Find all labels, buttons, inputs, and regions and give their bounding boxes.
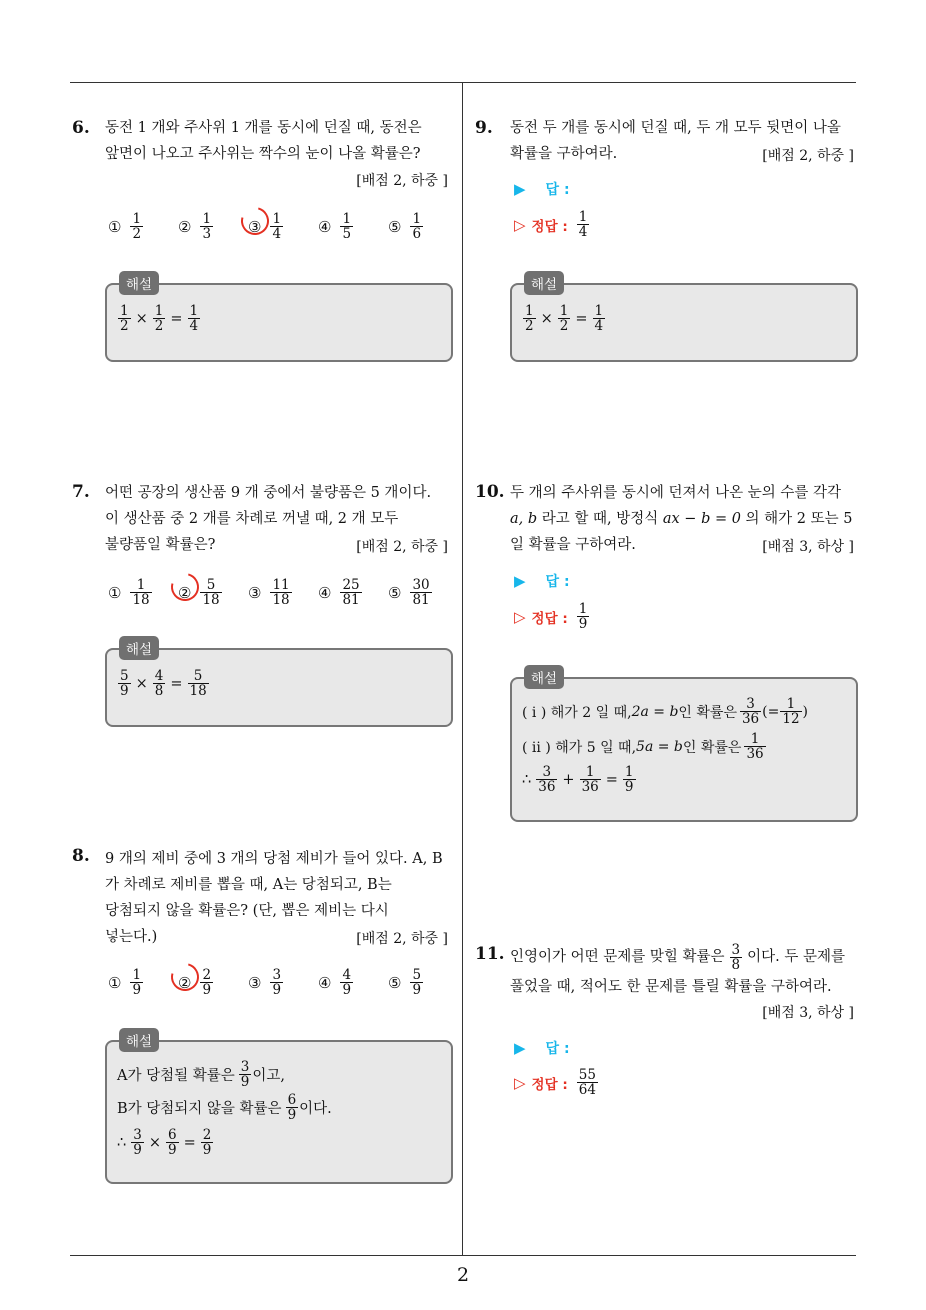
question-line: 불량품일 확률은?	[105, 537, 216, 553]
explanation-formula: $\frac{1}{2}$ × $\frac{1}{2}$ = $\frac{1}{4}$	[120, 303, 199, 334]
choice-3[interactable]: ③ $\frac{11}{18}$	[248, 577, 290, 608]
score-meta: [배점 3, 하상 ]	[762, 1005, 854, 1021]
choice-list	[108, 212, 458, 241]
question-line: 이 생산품 중 2 개를 차례로 꺼낼 때, 2 개 모두	[105, 511, 399, 527]
explanation-line: ( ii ) 해가 5 일 때, 5a = b 인 확률은 $\frac{1}{36}$	[522, 731, 764, 762]
correct-arrow-icon: ▷	[514, 215, 526, 234]
fraction: $\frac{1}{3}$	[202, 211, 212, 242]
choice-1[interactable]: ① $\frac{1}{9}$	[108, 967, 142, 998]
question-number: 7.	[72, 482, 90, 502]
explanation-tag: 해설	[119, 271, 159, 295]
choice-3[interactable]: ③ $\frac{1}{4}$	[248, 212, 318, 241]
question-line: 동전 두 개를 동시에 던질 때, 두 개 모두 뒷면이 나올	[510, 120, 841, 136]
fraction: $\frac{1}{4}$	[272, 211, 282, 242]
top-rule	[70, 82, 856, 83]
question-number: 11.	[475, 944, 505, 964]
question-line: 어떤 공장의 생산품 9 개 중에서 불량품은 5 개이다.	[105, 485, 432, 501]
answer-row: ▶ 답 :	[514, 180, 570, 198]
question-line: 인영이가 어떤 문제를 맞힐 확률은 $\frac{3}{8}$ 이다. 두 문제를	[510, 941, 846, 973]
score-meta: [배점 2, 하중 ]	[762, 148, 854, 164]
score-meta: [배점 2, 하중 ]	[356, 931, 448, 947]
fraction: $\frac{1}{6}$	[412, 211, 422, 242]
explanation-line: B가 당첨되지 않을 확률은 $\frac{6}{9}$ 이다.	[117, 1092, 332, 1123]
choice-2[interactable]: ② $\frac{5}{18}$	[178, 578, 248, 607]
page-number: 2	[456, 1264, 470, 1286]
fraction: $\frac{11}{18}$	[272, 577, 290, 608]
choice-4[interactable]: ④ $\frac{4}{9}$	[318, 967, 352, 998]
fraction: $\frac{1}{2}$	[132, 211, 142, 242]
choice-2[interactable]: ② $\frac{1}{3}$	[178, 211, 212, 242]
explanation-tag: 해설	[524, 271, 564, 295]
question-line: 동전 1 개와 주사위 1 개를 동시에 던질 때, 동전은	[105, 120, 422, 136]
correct-answer-row: ▷ 정답 : $\frac{1}{4}$	[514, 209, 588, 240]
score-meta: [배점 2, 하중 ]	[356, 173, 448, 189]
bottom-rule	[70, 1255, 856, 1256]
question-number: 10.	[475, 482, 505, 502]
question-line: 넣는다.)	[105, 929, 158, 945]
answer-arrow-icon: ▶	[514, 1039, 526, 1057]
explanation-formula: $\frac{5}{9}$ × $\frac{4}{8}$ = $\frac{5}{18}$	[120, 668, 207, 699]
question-line: 9 개의 제비 중에 3 개의 당첨 제비가 들어 있다. A, B	[105, 851, 443, 867]
answer-row: ▶ 답 :	[514, 572, 570, 590]
choice-1[interactable]: ① $\frac{1}{2}$	[108, 211, 142, 242]
question-line: 두 개의 주사위를 동시에 던져서 나온 눈의 수를 각각	[510, 485, 842, 501]
question-number: 6.	[72, 118, 90, 138]
explanation-tag: 해설	[524, 665, 564, 689]
correct-arrow-icon: ▷	[514, 1073, 526, 1092]
fraction: $\frac{4}{9}$	[342, 967, 352, 998]
question-line: 가 차례로 제비를 뽑을 때, A는 당첨되고, B는	[105, 877, 392, 893]
question-line: 풀었을 때, 적어도 한 문제를 틀릴 확률을 구하여라.	[510, 979, 832, 995]
question-text	[105, 115, 422, 167]
question-line: 당첨되지 않을 확률은? (단, 뽑은 제비는 다시	[105, 903, 389, 919]
column-divider	[462, 82, 463, 1256]
answer-arrow-icon: ▶	[514, 572, 526, 590]
question-number: 9.	[475, 118, 493, 138]
fraction: $\frac{1}{9}$	[132, 967, 142, 998]
question-line: 일 확률을 구하여라.	[510, 537, 636, 553]
choice-1[interactable]: ① $\frac{1}{18}$	[108, 577, 150, 608]
score-meta: [배점 3, 하상 ]	[762, 539, 854, 555]
fraction: $\frac{2}{9}$	[202, 967, 212, 998]
question-number: 8.	[72, 846, 90, 866]
fraction: $\frac{1}{18}$	[132, 577, 150, 608]
fraction: $\frac{30}{81}$	[412, 577, 430, 608]
answer-arrow-icon: ▶	[514, 180, 526, 198]
question-line: a, b 라고 할 때, 방정식 ax − b = 0 의 해가 2 또는 5	[510, 511, 853, 527]
choice-5[interactable]: ⑤ $\frac{30}{81}$	[388, 577, 430, 608]
choice-2[interactable]: ② $\frac{2}{9}$	[178, 968, 248, 997]
choice-5[interactable]: ⑤ $\frac{5}{9}$	[388, 967, 422, 998]
choice-list	[108, 578, 458, 607]
question-line: 확률을 구하여라.	[510, 146, 618, 162]
explanation-formula: ∴ $\frac{3}{36}$ + $\frac{1}{36}$ = $\frac{1}{9}$	[522, 764, 634, 795]
choice-5[interactable]: ⑤ $\frac{1}{6}$	[388, 211, 422, 242]
fraction: $\frac{1}{5}$	[342, 211, 352, 242]
explanation-line: ( i ) 해가 2 일 때, 2a = b 인 확률은 $\frac{3}{36}$ (= $\frac{1}{12}$ )	[522, 696, 809, 727]
fraction: $\frac{3}{9}$	[272, 967, 282, 998]
choice-3[interactable]: ③ $\frac{3}{9}$	[248, 967, 282, 998]
correct-arrow-icon: ▷	[514, 607, 526, 626]
fraction: $\frac{5}{9}$	[412, 967, 422, 998]
explanation-line: A가 당첨될 확률은 $\frac{3}{9}$ 이고,	[117, 1059, 285, 1090]
fraction: $\frac{25}{81}$	[342, 577, 360, 608]
explanation-formula: ∴ $\frac{3}{9}$ × $\frac{6}{9}$ = $\frac{2}{9}$	[117, 1127, 212, 1158]
choice-4[interactable]: ④ $\frac{1}{5}$	[318, 211, 352, 242]
choice-4[interactable]: ④ $\frac{25}{81}$	[318, 577, 360, 608]
score-meta: [배점 2, 하중 ]	[356, 539, 448, 555]
correct-answer-row: ▷ 정답 : $\frac{1}{9}$	[514, 601, 588, 632]
explanation-tag: 해설	[119, 1028, 159, 1052]
explanation-tag: 해설	[119, 636, 159, 660]
question-text	[510, 940, 845, 1000]
explanation-formula: $\frac{1}{2}$ × $\frac{1}{2}$ = $\frac{1}{4}$	[525, 303, 604, 334]
question-line: 앞면이 나오고 주사위는 짝수의 눈이 나올 확률은?	[105, 146, 421, 162]
choice-list	[108, 968, 458, 997]
answer-row: ▶ 답 :	[514, 1039, 570, 1057]
correct-answer-row: ▷ 정답 : $\frac{55}{64}$	[514, 1067, 596, 1098]
fraction: $\frac{5}{18}$	[202, 577, 220, 608]
